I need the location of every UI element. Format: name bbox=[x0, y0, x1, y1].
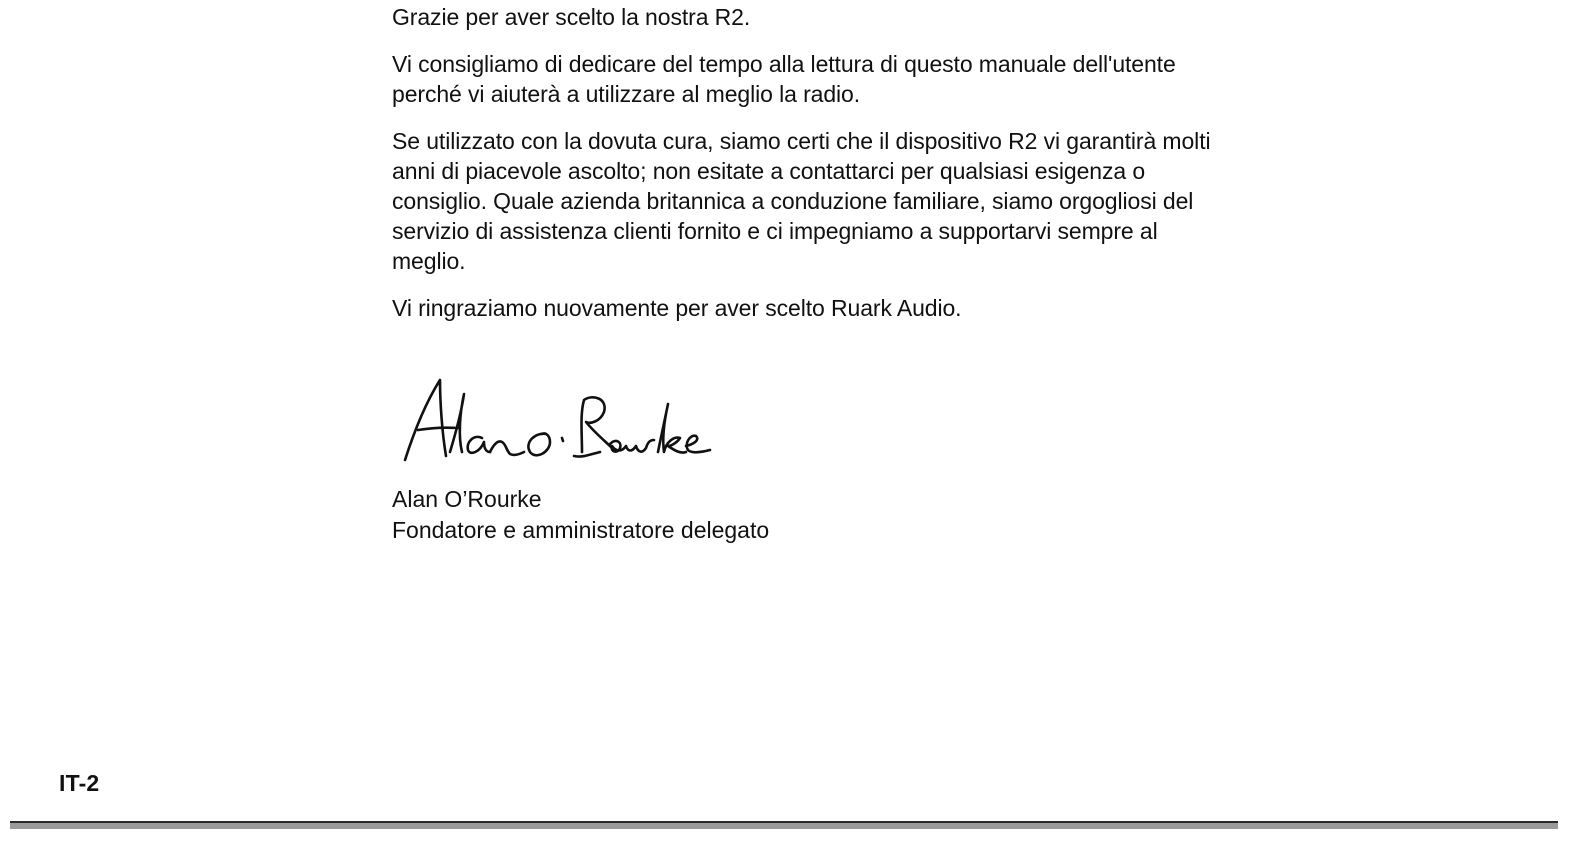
footer-divider bbox=[10, 821, 1558, 829]
page-number: IT-2 bbox=[59, 770, 100, 796]
footer-divider-light-band bbox=[10, 823, 1558, 829]
signer-name: Alan O’Rourke bbox=[392, 486, 542, 512]
handwritten-signature bbox=[396, 372, 716, 468]
signer-title: Fondatore e amministratore delegato bbox=[392, 517, 770, 543]
letter-body bbox=[392, 2, 1212, 340]
thanks-paragraph: Vi ringraziamo nuovamente per aver scelto Ruark Audio. bbox=[392, 295, 962, 321]
care-paragraph: Se utilizzato con la dovuta cura, siamo certi che il dispositivo R2 vi garantirà molti anni di piacevole ascolto; non esitate a contattarci per qualsiasi esigenza o consiglio. Quale azienda britannica a conduzione familiare, siamo orgogliosi del servizio di assistenza clienti fornito e ci impegniamo a supportarvi sempre al meglio. bbox=[392, 128, 1211, 274]
signer-block bbox=[392, 484, 769, 546]
greeting-paragraph: Grazie per aver scelto la nostra R2. bbox=[392, 4, 751, 30]
manual-advice-paragraph: Vi consigliamo di dedicare del tempo alla lettura di questo manuale dell'utente perché vi aiuterà a utilizzare al meglio la radio. bbox=[392, 51, 1176, 107]
